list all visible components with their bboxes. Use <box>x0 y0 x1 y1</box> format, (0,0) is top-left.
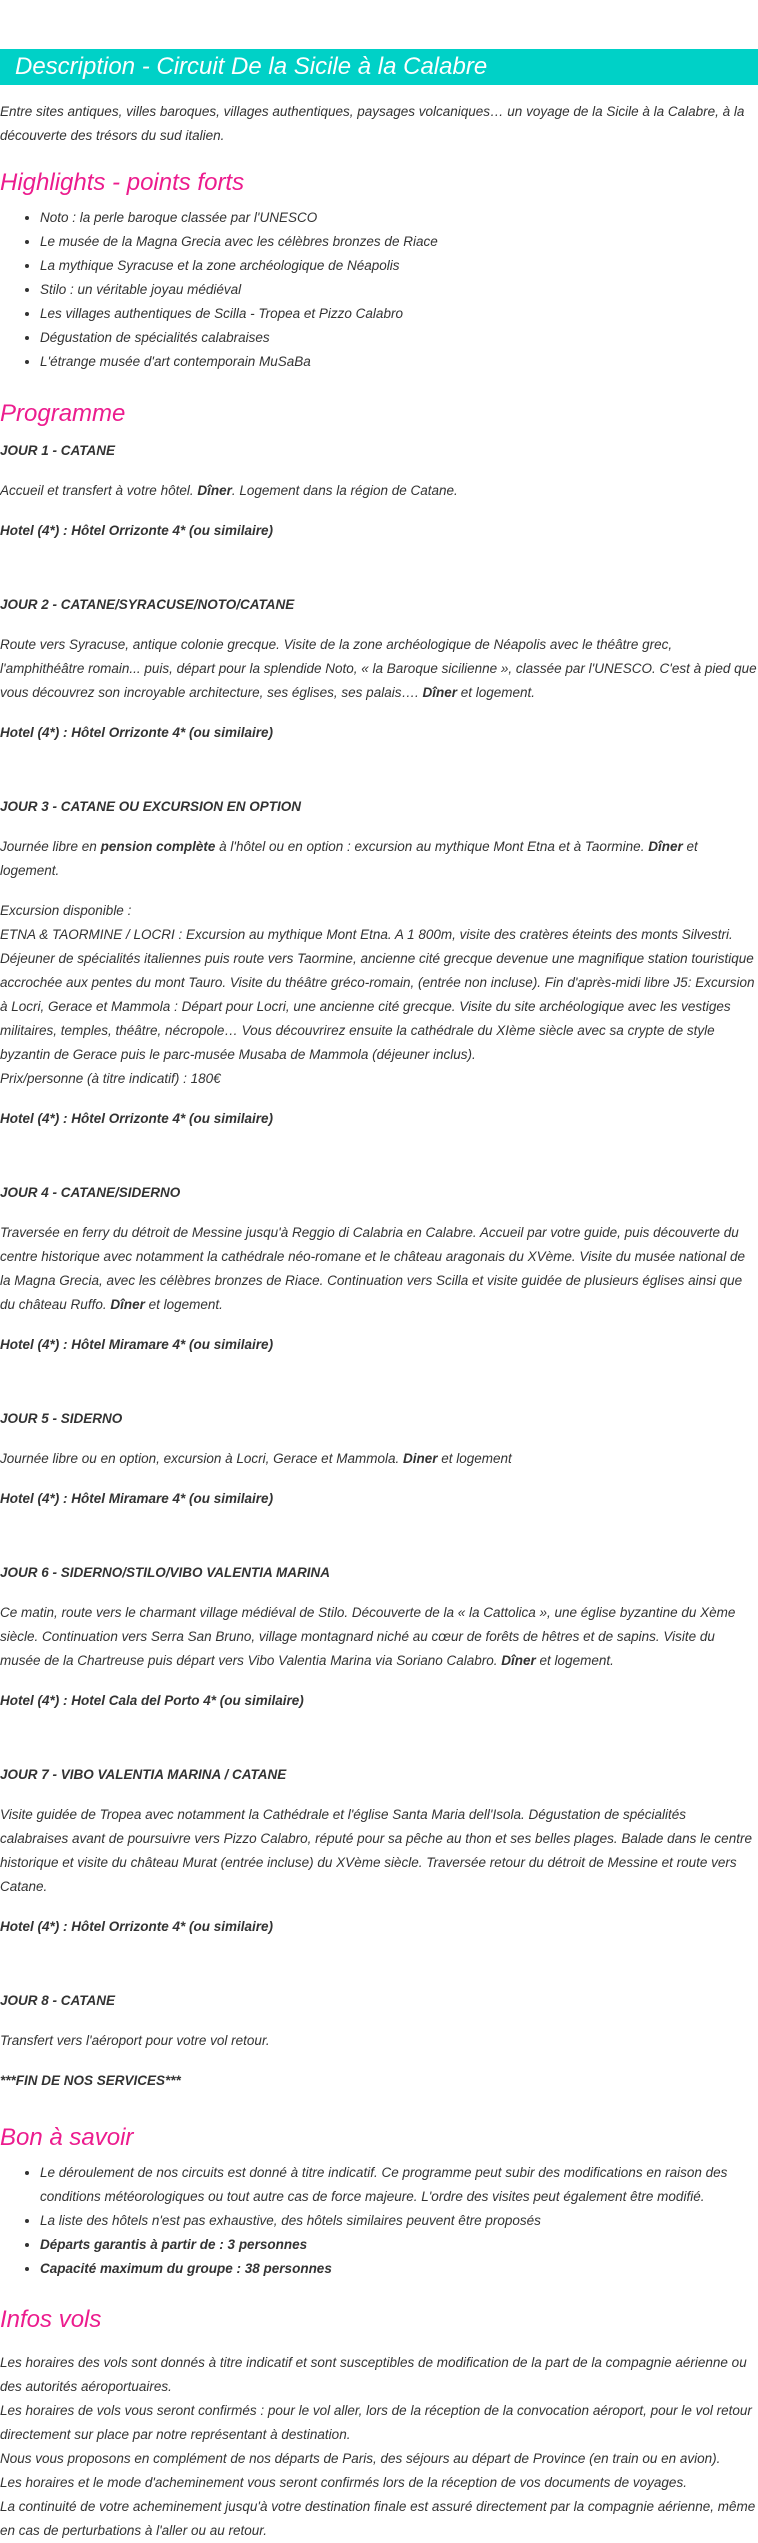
day-description: Route vers Syracuse, antique colonie grecque. Visite de la zone archéologique de Néapolis avec le théâtre grec, l'amphithéâtre romain... puis, départ pour la splendide Noto, « la Baroque sicilienne », classée par l'UNESCO. C'est à pied que vous découvrez son incroyable architecture, ses églises, ses palais…. Dîner et logement. <box>0 637 757 700</box>
day-title: JOUR 2 - CATANE/SYRACUSE/NOTO/CATANE <box>0 597 295 612</box>
day-8 <box>0 1989 758 2093</box>
infos-vols-text <box>0 2351 758 2543</box>
info-item: • Le déroulement de nos circuits est donné à titre indicatif. Ce programme peut subir des modifications en raison des conditions météorologiques ou tout autre cas de force majeure. L'ordre des visites peut également être modifié. <box>40 2161 758 2209</box>
day-hotel: Hotel (4*) : Hôtel Orrizonte 4* (ou similaire) <box>0 1111 274 1126</box>
day-5 <box>0 1407 758 1551</box>
flight-info-line: Nous vous proposons en complément de nos départs de Paris, des séjours au départ de Province (en train ou en avion). <box>0 2451 721 2466</box>
info-item-bold: • Départs garantis à partir de : 3 personnes <box>40 2233 758 2257</box>
bon-a-savoir-heading: Bon à savoir <box>0 2124 134 2151</box>
day-title: JOUR 4 - CATANE/SIDERNO <box>0 1185 181 1200</box>
highlight-item: • La mythique Syracuse et la zone archéologique de Néapolis <box>40 254 758 278</box>
highlight-item: • Stilo : un véritable joyau médiéval <box>40 278 758 302</box>
day-2 <box>0 593 758 785</box>
day-description: Visite guidée de Tropea avec notamment la Cathédrale et l'église Santa Maria dell'Isola. Dégustation de spécialités calabraises avant de poursuivre vers Pizzo Calabro, réputé pour sa pêche au thon et ses belles plages. Balade dans le centre historique et visite du château Murat (entrée incluse) du XVème siècle. Traversée retour du détroit de Messine et route vers Catane. <box>0 1807 752 1894</box>
day-3 <box>0 795 758 1171</box>
programme-heading: Programme <box>0 400 126 427</box>
day-hotel: Hotel (4*) : Hotel Cala del Porto 4* (ou similaire) <box>0 1693 304 1708</box>
highlights-list <box>0 206 758 374</box>
highlight-item: • L'étrange musée d'art contemporain MuSaBa <box>40 350 758 374</box>
day-description: Journée libre ou en option, excursion à Locri, Gerace et Mammola. Diner et logement <box>0 1451 512 1466</box>
day-description: Journée libre en pension complète à l'hôtel ou en option : excursion au mythique Mont Etna et à Taormine. Dîner et logement. <box>0 839 698 878</box>
day-1 <box>0 439 758 583</box>
infos-vols-heading: Infos vols <box>0 2306 102 2333</box>
day-description: Traversée en ferry du détroit de Messine jusqu'à Reggio di Calabria en Calabre. Accueil par votre guide, puis découverte du centre historique avec notamment la cathédrale néo-romane et le château aragonais du XVème. Visite du musée national de la Magna Grecia, avec les célèbres bronzes de Riace. Continuation vers Scilla et visite guidée de plusieurs églises ainsi que du château Ruffo. Dîner et logement. <box>0 1225 745 1312</box>
day-title: JOUR 5 - SIDERNO <box>0 1411 123 1426</box>
day-6 <box>0 1561 758 1753</box>
highlight-item: • Noto : la perle baroque classée par l'UNESCO <box>40 206 758 230</box>
page-title-banner: Description - Circuit De la Sicile à la Calabre <box>0 49 758 85</box>
day-hotel: Hotel (4*) : Hôtel Orrizonte 4* (ou similaire) <box>0 523 274 538</box>
day-hotel: Hotel (4*) : Hôtel Miramare 4* (ou similaire) <box>0 1337 274 1352</box>
highlight-item: • Dégustation de spécialités calabraises <box>40 326 758 350</box>
day-hotel: Hotel (4*) : Hôtel Orrizonte 4* (ou similaire) <box>0 725 274 740</box>
excursion-details: Excursion disponible : ETNA & TAORMINE / LOCRI : Excursion au mythique Mont Etna. A 1 800m, visite des cratères éteints des monts Silvestri. Déjeuner de spécialités italiennes puis route vers Taormine, ancienne cité grecque devenue une magnifique station touristique accrochée aux pentes du mont Tauro. Visite du théâtre gréco-romain, (entrée non incluse). Fin d'après-midi libre J5: Excursion à Locri, Gerace et Mammola : Départ pour Locri, une ancienne cité grecque. Visite du site archéologique avec les vestiges militaires, temples, théâtre, nécropole… Vous découvrirez ensuite la cathédrale du XIème siècle avec sa crypte de style byzantin de Gerace puis le parc-musée Musaba de Mammola (déjeuner inclus). Prix/personne (à titre indicatif) : 180€ <box>0 903 755 1086</box>
day-title: JOUR 6 - SIDERNO/STILO/VIBO VALENTIA MARINA <box>0 1565 331 1580</box>
day-description: Ce matin, route vers le charmant village médiéval de Stilo. Découverte de la « la Cattolica », une église byzantine du Xème siècle. Continuation vers Serra San Bruno, village montagnard niché au cœur de forêts de hêtres et de sapins. Visite du musée de la Chartreuse puis départ vers Vibo Valentia Marina via Soriano Calabro. Dîner et logement. <box>0 1605 736 1668</box>
info-item: • La liste des hôtels n'est pas exhaustive, des hôtels similaires peuvent être proposés <box>40 2209 758 2233</box>
day-hotel: Hotel (4*) : Hôtel Miramare 4* (ou similaire) <box>0 1491 274 1506</box>
highlight-item: • Le musée de la Magna Grecia avec les célèbres bronzes de Riace <box>40 230 758 254</box>
flight-info-line: Les horaires de vols vous seront confirmés : pour le vol aller, lors de la réception de la convocation aéroport, pour le vol retour directement sur place par notre représentant à destination. <box>0 2403 752 2442</box>
day-hotel: Hotel (4*) : Hôtel Orrizonte 4* (ou similaire) <box>0 1919 274 1934</box>
bon-a-savoir-list <box>0 2161 758 2281</box>
day-7 <box>0 1763 758 1979</box>
day-title: JOUR 7 - VIBO VALENTIA MARINA / CATANE <box>0 1767 287 1782</box>
day-description: Accueil et transfert à votre hôtel. Dîner. Logement dans la région de Catane. <box>0 483 458 498</box>
flight-info-line: Les horaires et le mode d'acheminement vous seront confirmés lors de la réception de vos documents de voyages. <box>0 2475 687 2490</box>
intro-text: Entre sites antiques, villes baroques, villages authentiques, paysages volcaniques… un voyage de la Sicile à la Calabre, à la découverte des trésors du sud italien. <box>0 104 745 143</box>
flight-info-line: La continuité de votre acheminement jusqu'à votre destination finale est assuré directement par la compagnie aérienne, même en cas de perturbations à l'aller ou au retour. <box>0 2499 756 2538</box>
info-item-bold: • Capacité maximum du groupe : 38 personnes <box>40 2257 758 2281</box>
flight-info-line: Les horaires des vols sont donnés à titre indicatif et sont susceptibles de modification de la part de la compagnie aérienne ou des autorités aéroportuaires. <box>0 2355 747 2394</box>
day-4 <box>0 1181 758 1397</box>
day-title: JOUR 8 - CATANE <box>0 1993 116 2008</box>
day-title: JOUR 1 - CATANE <box>0 443 116 458</box>
day-title: JOUR 3 - CATANE OU EXCURSION EN OPTION <box>0 799 302 814</box>
end-of-services: ***FIN DE NOS SERVICES*** <box>0 2073 181 2088</box>
highlights-heading: Highlights - points forts <box>0 169 245 196</box>
highlight-item: • Les villages authentiques de Scilla - Tropea et Pizzo Calabro <box>40 302 758 326</box>
day-description: Transfert vers l'aéroport pour votre vol retour. <box>0 2033 270 2048</box>
